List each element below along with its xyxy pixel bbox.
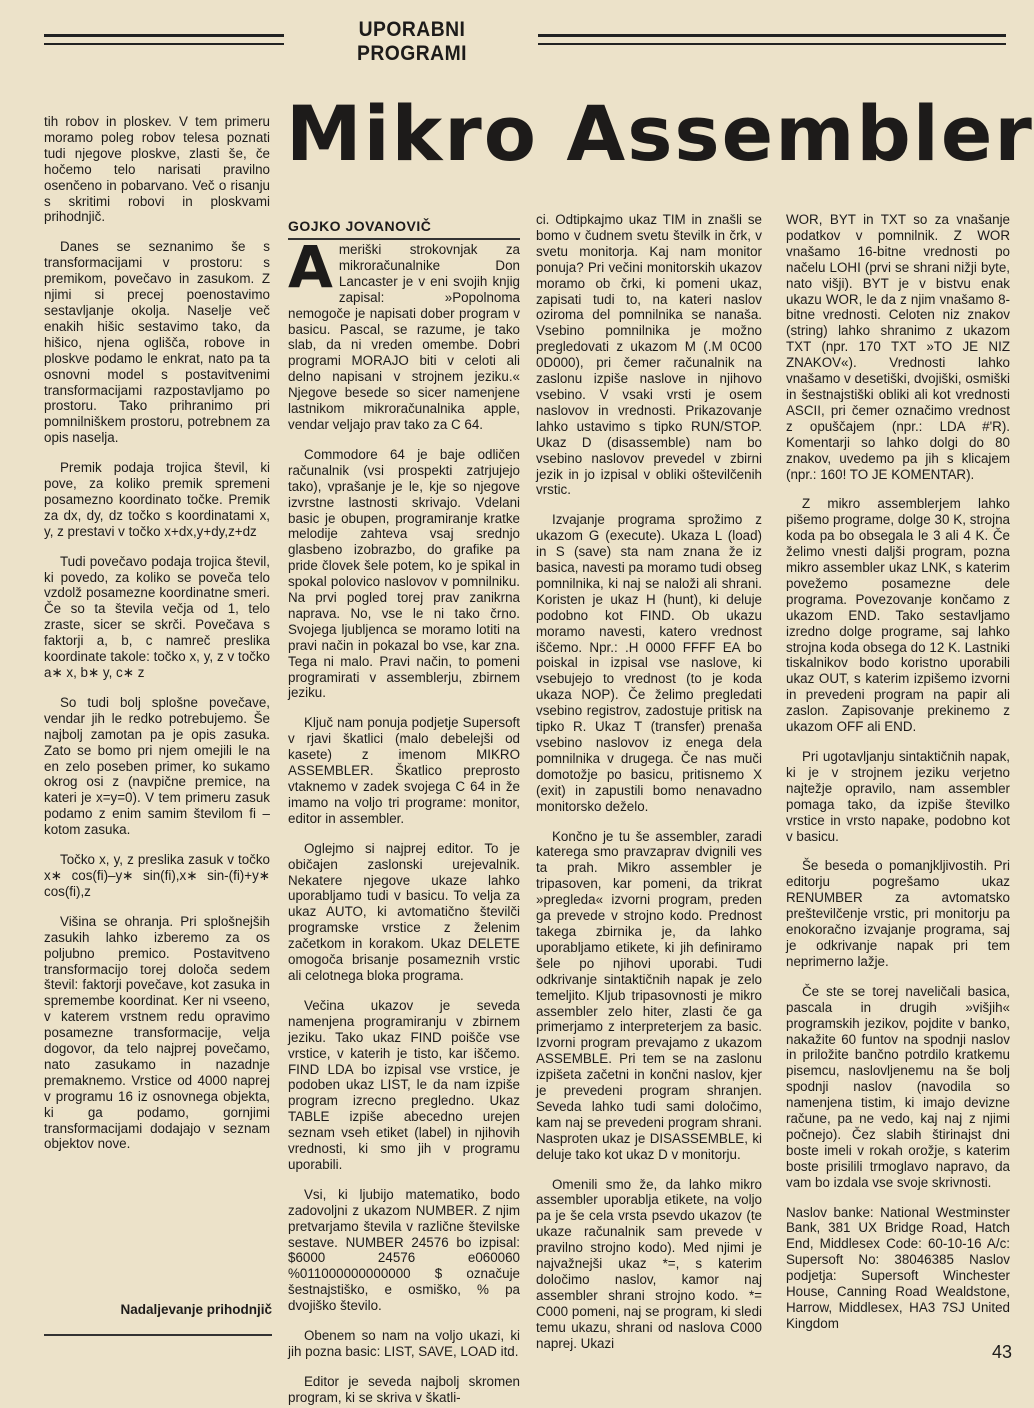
header-rule-left xyxy=(44,34,284,45)
drop-cap: A xyxy=(288,233,333,301)
paragraph-text: meriški strokovnjak za mikroračunalnike Don Lancaster je v eni svojih knjig zapisal: »Popolnoma nemogoče je napisati dober program v basicu. Pascal, se razume, je tako slab, da ni vreden omembe. Dobri programi MORAJO biti v celoti ali delno napisani v strojnem jeziku.« Njegove besede so sicer namenjene lastnikom mikroračunalnika apple, vendar veljajo prav tako za C 64. xyxy=(288,242,520,432)
paragraph: Pri ugotavljanju sintaktičnih napak, ki je v strojnem jeziku verjetno najtežje opravilo, nam assembler pomaga tako, da izpiše številko vrstice in vrsto napake, podobno kot v basicu. xyxy=(786,749,1010,844)
paragraph: Končno je tu še assembler, zaradi katerega smo pravzaprav dvignili ves ta prah. Mikro assembler je tripasoven, kar pomeni, da trikrat »pregleda« izvorni program, preden ga prevede v strojno kodo. Prednost takega zbirnika je, da lahko uporabljamo etikete, ki jih definiramo šele po njihovi uporabi. Tudi odkrivanje sintaktičnih napak je zelo temeljito. Kljub tripasovnosti je mikro assembler zelo hiter, zlasti če ga primerjamo z interpreterjem za basic. Izvorni program prevajamo z ukazom ASSEMBLE. Pri tem se na zaslonu izpišeta začetni in končni naslov, kjer je prevedeni program shranjen. Seveda lahko tudi sami določimo, kam naj se prevedeni program shrani. Nasproten ukaz je DISASSEMBLE, ki deluje tako kot ukaz D v monitorju. xyxy=(536,828,762,1162)
column-1 xyxy=(44,114,270,1294)
paragraph: Izvajanje programa sprožimo z ukazom G (execute). Ukaza L (load) in S (save) sta nam znana že iz basica, navesti pa moramo tudi obseg pomnilnika, ki naj se naloži ali shrani. Koristen je ukaz H (hunt), ki deluje podobno kot FIND. Ob ukazu moramo navesti, katero vrednost iščemo. Npr.: .H 0000 FFFF EA bo poiskal in izpisal vse naslove, ki vsebujejo to vrednost (to je koda ukaza NOP). Če želimo pregledati vsebino registrov, zadostuje pritisk na tipko R. Ukaz T (transfer) prenaša vsebino naslovov iz enega dela pomnilnika v drugega. Če nas muči domotožje po basicu, pritisnemo X (exit) in zapustili bomo nenavadno monitorsko deželo. xyxy=(536,512,762,814)
column-3 xyxy=(536,212,762,1357)
address-block: Naslov banke: National Westminster Bank, 381 UX Bridge Road, Hatch End, Middlesex Code: 60-10-16 A/c: Supersoft No: 38046385 Naslov podjetja: Supersoft Winchester House, Canning Road Wealdstone, Harrow, Middlesex, HA3 7SJ United Kingdom xyxy=(786,1204,1010,1331)
paragraph: Vsi, ki ljubijo matematiko, bodo zadovoljni z ukazom NUMBER. Z njim pretvarjamo števila v različne številske sestave. NUMBER 24576 bo izpisal: $6000 24576 e060060 %011000000000000 $ označuje šestnajstiško, e osmiško, % pa dvojiško število. xyxy=(288,1186,520,1314)
paragraph: Če ste se torej naveličali basica, pascala in drugih »višjih« programskih jezikov, pojdite v banko, nakažite 60 funtov na spodnji naslov in priložite bančno potrdilo kratkemu pisemcu, naslovljenemu na še bolj spodnji naslov (navodila so namenjena tistim, ki imajo devizne račune, pa ne vedo, kaj naj z njimi počnejo). Čez slabih štirinajst dni boste imeli v rokah orožje, s katerim boste prisilili trmoglavo napravo, da vam bo izdala vse svoje skrivnosti. xyxy=(786,983,1010,1190)
paragraph: Višina se ohranja. Pri splošnejših zasukih lahko izberemo za os poljubno premico. Postavitveno transformacijo torej določa sedem števil: faktorji povečave, kot zasuka in spremembe koordinat. Ker ni vseeno, v katerem vrstnem redu opravimo posamezne transformacije, velja dogovor, da telo najprej povečamo, nato zasukamo in nazadnje premaknemo. Vrstice od 4000 naprej v programu 16 iz osnovnega objekta, ki ga podamo, gornjimi transformacijami dodajajo v seznam objektov nove. xyxy=(44,913,270,1152)
paragraph: WOR, BYT in TXT so za vnašanje podatkov v pomnilnik. Z WOR vnašamo 16-bitne vrednosti po načelu LOHI (prvi se shrani nižji byte, nato višji). BYT je v bistvu enak ukazu WOR, le da z njim vnašamo 8-bitne vrednosti. Celoten niz znakov (string) lahko shranimo z ukazom TXT (npr. 170 TXT »TO JE NIZ ZNAKOV«). Vrednosti lahko vnašamo v desetiški, dvojiški, osmiški in šestnajstiški obliki ali kot vrednosti ASCII, pri čemer označimo vrednost z opuščajem (npr.: LDA #'R). Komentarji so lahko dolgi do 80 znakov, uvedemo pa jih s klicajem (npr.: 160! TO JE KOMENTAR). xyxy=(786,212,1010,482)
author-byline: GOJKO JOVANOVIČ xyxy=(288,218,520,240)
paragraph: ci. Odtipkajmo ukaz TIM in znašli se bomo v čudnem svetu številk in črk, v svetu monitorja. Kaj nam monitor ponuja? Pri večini monitorskih ukazov moramo ob črki, ki pomeni ukaz, zapisati tudi to, na kateri naslov oziroma del pomnilnika se nanaša. Vsebino pomnilnika je možno pregledovati z ukazom M (.M 0C00 0D000), pri čemer računalnik na zaslonu izpiše naslove in njihovo vsebino. V vsaki vrsti je osem naslovov in vrednosti. Prikazovanje lahko ustavimo s tipko RUN/STOP. Ukaz D (disassemble) nam bo vsebino naslovov prevedel v zbirni jezik in jo izpisal v obliki oštevilčenih vrstic. xyxy=(536,212,762,498)
paragraph: Omenili smo že, da lahko mikro assembler uporablja etikete, na voljo pa je še cela vrsta psevdo ukazov (te ukaze računalnik sam prevede v pravilno strojno kodo). Med njimi je najvažnejši ukaz *=, s katerim določimo naslov, kamor naj assembler shrani strojno kodo. *= C000 pomeni, naj se program, ki sledi temu ukazu, shrani od naslova C000 naprej. Ukazi xyxy=(536,1176,762,1351)
paragraph: Editor je seveda najbolj skromen program, ki se skriva v škatli- xyxy=(288,1373,520,1405)
paragraph: Še beseda o pomanjkljivostih. Pri editorju pogrešamo ukaz RENUMBER za avtomatsko preštevilčenje vrstic, pri monitorju pa enokoračno izvajanje programa, saj je odkrivanje napak pri tem neprimerno lažje. xyxy=(786,858,1010,969)
paragraph: Danes se seznanimo še s transformacijami v prostoru: s premikom, povečavo in zasukom. Z njimi si precej poenostavimo sestavljanje okolja. Naselje več enakih hišic sestavimo tako, da hišico, njena oglišča, robove in ploskve podamo le enkrat, nato pa ta osnovni model s postavitvenimi transformacijami razpostavljamo po prostoru. Tako prihranimo pri pomnilniškem prostoru, potrebnem za opis naselja. xyxy=(44,239,270,446)
header-rule-right xyxy=(538,34,1006,45)
paragraph: Obenem so nam na voljo ukazi, ki jih pozna basic: LIST, SAVE, LOAD itd. xyxy=(288,1328,520,1359)
paragraph: Ključ nam ponuja podjetje Supersoft v rjavi škatlici (malo debelejši od kasete) z imenom MIKRO ASSEMBLER. Škatlico preprosto vtaknemo v zadek svojega C 64 in že imamo na voljo tri programe: monitor, editor in assembler. xyxy=(288,715,520,826)
section-title: UPORABNI PROGRAMI xyxy=(357,18,467,65)
paragraph: Tudi povečavo podaja trojica števil, ki povedo, za koliko se poveča telo vzdolž posamezne koordinatne smeri. Če so ta števila večja od 1, telo zraste, sicer se skrči. Povečava s faktorji a, b, c namreč preslika koordinate takole: točko x, y, z v točko a∗ x, b∗ y, c∗ z xyxy=(44,553,270,680)
paragraph: So tudi bolj splošne povečave, vendar jih le redko potrebujemo. Še najbolj zamotan pa je opis zasuka. Zato se bomo pri njem omejili le na en zelo poseben primer, ko sukamo okrog osi z (navpične premice, na kateri je x=y=0). V tem primeru zasuk podamo z enim samim številom fi – kotom zasuka. xyxy=(44,694,270,838)
paragraph: Oglejmo si najprej editor. To je običajen zaslonski urejevalnik. Nekatere njegove ukaze lahko uporabljamo tudi v basicu. To velja za ukaz AUTO, ki avtomatično številči programske vrstice z želenim začetkom in korakom. Ukaz DELETE omogoča brisanje posameznih vrstic ali celotnega bloka programa. xyxy=(288,840,520,983)
column-2 xyxy=(288,233,520,1405)
column-4 xyxy=(786,212,1010,1342)
article-title: Mikro Assembler xyxy=(286,89,1034,178)
paragraph: Premik podaja trojica števil, ki pove, za koliko premik spremeni posamezno koordinato točke. Premik za dx, dy, dz točko s koordinatami x, y, z prestavi v točko x+dx,y+dy,z+dz xyxy=(44,460,270,539)
paragraph: Večina ukazov je seveda namenjena programiranju v zbirnem jeziku. Tako ukaz FIND poišče vse vrstice, v katerih je tisto, kar iščemo. FIND LDA bo izpisal vse vrstice, je podoben ukaz LIST, le da nam izpiše program izrecno pregledno. Ukaz TABLE izpiše abecedno urejen seznam vseh etiket (label) in njihovih vrednosti, ki smo jih v programu uporabili. xyxy=(288,997,520,1172)
footer-rule xyxy=(44,1334,272,1336)
page-number: 43 xyxy=(991,1342,1012,1362)
paragraph-with-dropcap xyxy=(288,233,520,433)
paragraph: tih robov in ploskev. V tem primeru moramo poleg robov telesa poznati tudi njegove ploskve, zlasti še, če hočemo telo narisati pravilno osenčeno in pobarvano. Več o risanju s skritimi robovi in ploskvami prihodnjič. xyxy=(44,114,270,225)
paragraph: Z mikro assemblerjem lahko pišemo programe, dolge 30 K, strojna koda pa bo obsegala le 3 ali 4 K. Če želimo vnesti daljši program, pozna mikro assembler ukaz LNK, s katerim povežemo posamezne dele programa. Povezovanje končamo z ukazom END. Tako sestavljamo izredno dolge programe, saj lahko strojna koda obsega do 12 K. Lastniki tiskalnikov bodo koristno uporabili ukaz OUT, s katerim izpišemo izvorni in prevedeni program na papir ali zaslon. Zapisovanje prekinemo z ukazom OFF ali END. xyxy=(786,496,1010,735)
paragraph: Točko x, y, z preslika zasuk v točko x∗ cos(fi)–y∗ sin(fi),x∗ sin-(fi)+y∗ cos(fi),z xyxy=(44,852,270,899)
paragraph: Commodore 64 je baje odličen računalnik (vsi prospekti zatrjujejo tako), vprašanje je le, kje so njegove izvrstne lastnosti skrivajo. Vdelani basic je obupen, programiranje kratke melodije zahteva vsaj srednjo glasbeno izobrazbo, do grafike pa pride človek šele potem, ko je spikal in spokal polovico naslovov v pomnilniku. Na prvi pogled torej prav zanikrna naprava. No, vse le ni tako črno. Svojega ljubljenca se moramo lotiti na pravi način in pokazal bo vse, kar zna. Tega ni malo. Pravi način, to pomeni programirati v assemblerju, zbirnem jeziku. xyxy=(288,446,520,701)
continued-note: Nadaljevanje prihodnjič xyxy=(120,1302,272,1317)
